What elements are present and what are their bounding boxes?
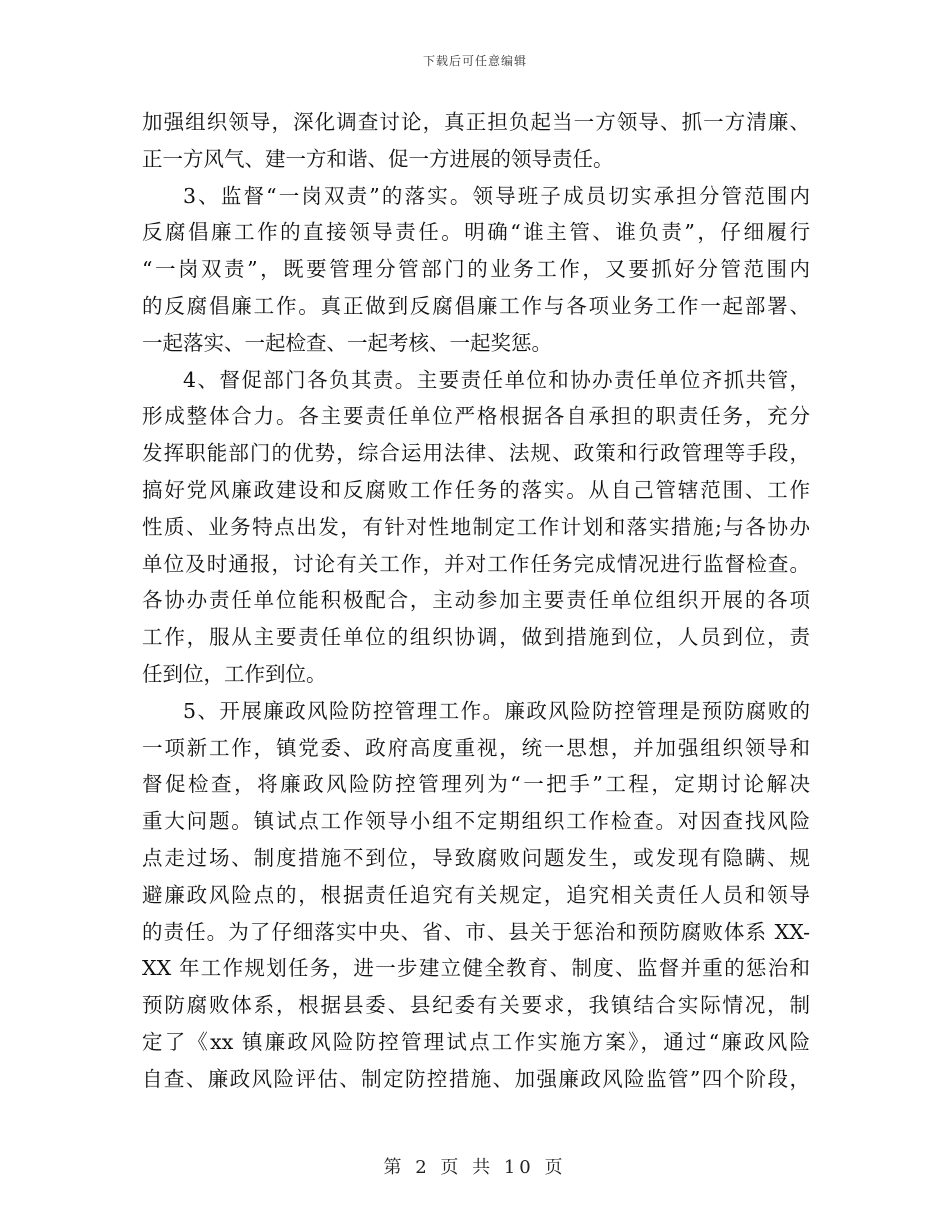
text-line: 反腐倡廉工作的直接领导责任。明确“谁主管、谁负责”，仔细履行 <box>142 220 810 245</box>
text-line: 搞好党风廉政建设和反腐败工作任务的落实。从自己管辖范围、工作 <box>142 477 810 502</box>
text-line: 任到位，工作到位。 <box>142 661 327 686</box>
text-line: 4、督促部门各负其责。主要责任单位和协办责任单位齐抓共管， <box>183 367 810 392</box>
text-line: 点走过场、制度措施不到位，导致腐败问题发生，或发现有隐瞒、规 <box>142 845 810 870</box>
text-line: 避廉政风险点的，根据责任追究有关规定，追究相关责任人员和领导 <box>142 882 810 907</box>
text-line: 单位及时通报，讨论有关工作，并对工作任务完成情况进行监督检查。 <box>142 551 810 576</box>
text-line: 工作，服从主要责任单位的组织协调，做到措施到位，人员到位，责 <box>142 625 810 650</box>
text-line: 5、开展廉政风险防控管理工作。廉政风险防控管理是预防腐败的 <box>183 698 810 723</box>
text-line: 一起落实、一起检查、一起考核、一起奖惩。 <box>142 330 552 355</box>
text-line: XX 年工作规划任务，进一步建立健全教育、制度、监督并重的惩治和 <box>142 956 810 981</box>
text-line: 3、监督“一岗双责”的落实。领导班子成员切实承担分管范围内 <box>183 183 810 208</box>
text-line: “一岗双责”，既要管理分管部门的业务工作，又要抓好分管范围内 <box>142 257 810 282</box>
text-line: 的反腐倡廉工作。真正做到反腐倡廉工作与各项业务工作一起部署、 <box>142 293 810 318</box>
text-line: 自查、廉政风险评估、制定防控措施、加强廉政风险监管”四个阶段， <box>142 1066 810 1091</box>
page-header: 下载后可任意编辑 <box>422 54 527 68</box>
document-body <box>142 104 810 1098</box>
text-line: 各协办责任单位能积极配合，主动参加主要责任单位组织开展的各项 <box>142 588 810 613</box>
text-line: 重大问题。镇试点工作领导小组不定期组织工作检查。对因查找风险 <box>142 809 810 834</box>
text-line: 性质、业务特点出发，有针对性地制定工作计划和落实措施;与各协办 <box>142 514 810 539</box>
text-line: 发挥职能部门的优势，综合运用法律、法规、政策和行政管理等手段， <box>142 441 810 466</box>
page-number: 第 2 页 共 10 页 <box>383 1157 567 1178</box>
text-line: 预防腐败体系，根据县委、县纪委有关要求，我镇结合实际情况，制 <box>142 993 810 1018</box>
text-line: 督促检查，将廉政风险防控管理列为“一把手”工程，定期讨论解决 <box>142 772 810 797</box>
text-line: 定了《xx 镇廉政风险防控管理试点工作实施方案》，通过“廉政风险 <box>142 1029 810 1054</box>
text-line: 加强组织领导，深化调查讨论，真正担负起当一方领导、抓一方清廉、 <box>142 110 810 134</box>
text-line: 形成整体合力。各主要责任单位严格根据各自承担的职责任务，充分 <box>142 404 810 429</box>
text-line: 一项新工作，镇党委、政府高度重视，统一思想，并加强组织领导和 <box>142 735 810 760</box>
text-line: 正一方风气、建一方和谐、促一方进展的领导责任。 <box>142 146 614 171</box>
text-line: 的责任。为了仔细落实中央、省、市、县关于惩治和预防腐败体系 XX- <box>142 919 810 944</box>
